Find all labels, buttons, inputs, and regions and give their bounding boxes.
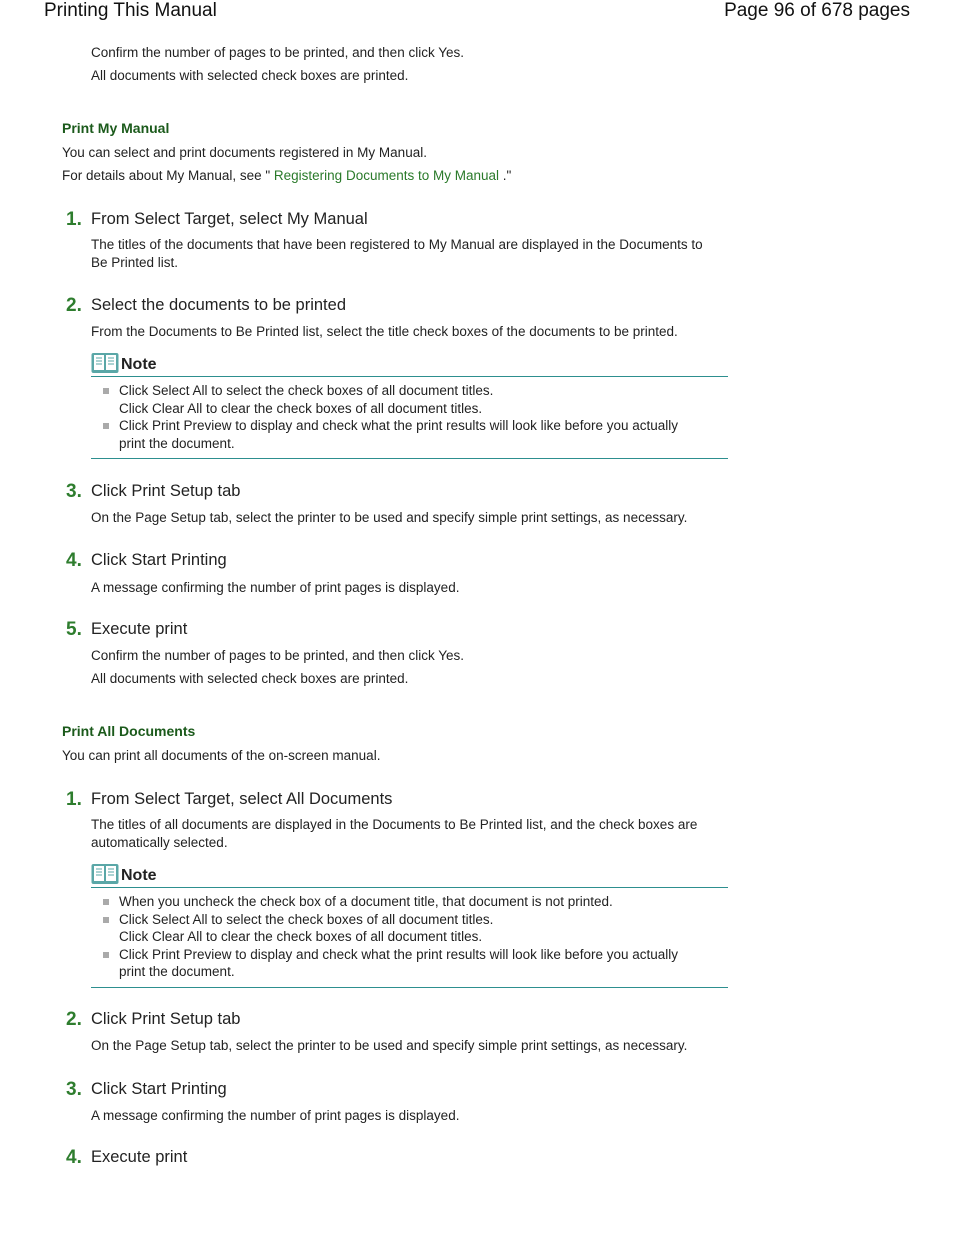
note-label: Note — [121, 867, 157, 884]
note-item — [91, 946, 728, 981]
note-line: print the document. — [119, 964, 235, 979]
note-body — [91, 888, 728, 988]
note-box — [91, 352, 728, 459]
bullet-square-icon — [103, 899, 109, 905]
step-description: The titles of the documents that have been registered to My Manual are displayed in the Documents to Be Printed list. — [91, 237, 703, 270]
step-number: 4. — [66, 550, 82, 571]
note-body — [91, 377, 728, 459]
step-number: 2. — [66, 1009, 82, 1030]
step-title: Click Print Setup tab — [91, 1010, 241, 1028]
note-item — [91, 417, 728, 452]
book-note-icon — [91, 352, 119, 374]
note-item — [91, 893, 728, 911]
my-manual-intro: You can select and print documents registered in My Manual. — [62, 145, 427, 160]
bullet-square-icon — [103, 388, 109, 394]
step-description: The titles of all documents are displayed in the Documents to Be Printed list, and the check boxes are automatically selected. — [91, 817, 698, 850]
section-title-print-all-documents: Print All Documents — [62, 723, 196, 739]
note-item — [91, 911, 728, 946]
step-number: 3. — [66, 1079, 82, 1100]
document-title: Printing This Manual — [44, 0, 217, 21]
note-line: Click Select All to select the check boxes of all document titles. — [119, 911, 494, 927]
details-suffix: ." — [499, 168, 512, 183]
section-title-print-my-manual: Print My Manual — [62, 120, 170, 136]
step-number: 1. — [66, 209, 82, 230]
note-header — [91, 352, 728, 377]
step-number: 2. — [66, 295, 82, 316]
note-item — [91, 382, 728, 417]
note-line: print the document. — [119, 435, 235, 451]
top-result-text: All documents with selected check boxes are printed. — [91, 68, 409, 83]
step-title: Click Start Printing — [91, 551, 227, 569]
registering-documents-link[interactable]: Registering Documents to My Manual — [273, 168, 500, 183]
page-header — [0, 0, 954, 26]
step-title: From Select Target, select My Manual — [91, 210, 368, 228]
bullet-square-icon — [103, 917, 109, 923]
details-prefix: For details about My Manual, see " — [62, 168, 274, 183]
note-line: Click Select All to select the check boxes of all document titles. — [119, 383, 494, 398]
step-title: Click Print Setup tab — [91, 482, 241, 500]
note-line: Click Print Preview to display and check what the print results will look like before you actually — [119, 418, 678, 433]
step-title: Select the documents to be printed — [91, 296, 346, 314]
bullet-square-icon — [103, 952, 109, 958]
step-number: 5. — [66, 619, 82, 640]
step-number: 3. — [66, 481, 82, 502]
step-number: 1. — [66, 789, 82, 810]
step-description: From the Documents to Be Printed list, select the title check boxes of the documents to be printed. — [91, 324, 678, 339]
all-docs-intro: You can print all documents of the on-screen manual. — [62, 748, 381, 763]
step-title: From Select Target, select All Documents — [91, 790, 393, 808]
note-label: Note — [121, 356, 157, 373]
bullet-square-icon — [103, 423, 109, 429]
note-line: Click Clear All to clear the check boxes of all document titles. — [119, 929, 483, 944]
note-line: When you uncheck the check box of a document title, that document is not printed. — [119, 894, 613, 909]
step-number: 4. — [66, 1147, 82, 1168]
step-title: Execute print — [91, 1148, 188, 1166]
note-header — [91, 863, 728, 888]
step-description: A message confirming the number of print pages is displayed. — [91, 1108, 460, 1123]
my-manual-details — [62, 167, 511, 185]
note-line: Click Clear All to clear the check boxes of all document titles. — [119, 400, 483, 416]
step-title: Execute print — [91, 620, 188, 638]
page-indicator: Page 96 of 678 pages — [724, 0, 910, 21]
step-description: All documents with selected check boxes are printed. — [91, 671, 409, 686]
step-description: A message confirming the number of print pages is displayed. — [91, 580, 460, 595]
step-description: Confirm the number of pages to be printed, and then click Yes. — [91, 648, 464, 663]
step-description: On the Page Setup tab, select the printer to be used and specify simple print settings, as necessary. — [91, 510, 688, 525]
note-line: Click Print Preview to display and check what the print results will look like before you actually — [119, 946, 678, 962]
step-title: Click Start Printing — [91, 1080, 227, 1098]
book-note-icon — [91, 863, 119, 885]
top-confirm-text: Confirm the number of pages to be printed, and then click Yes. — [91, 45, 464, 60]
step-description: On the Page Setup tab, select the printer to be used and specify simple print settings, as necessary. — [91, 1038, 688, 1053]
note-box — [91, 863, 728, 988]
